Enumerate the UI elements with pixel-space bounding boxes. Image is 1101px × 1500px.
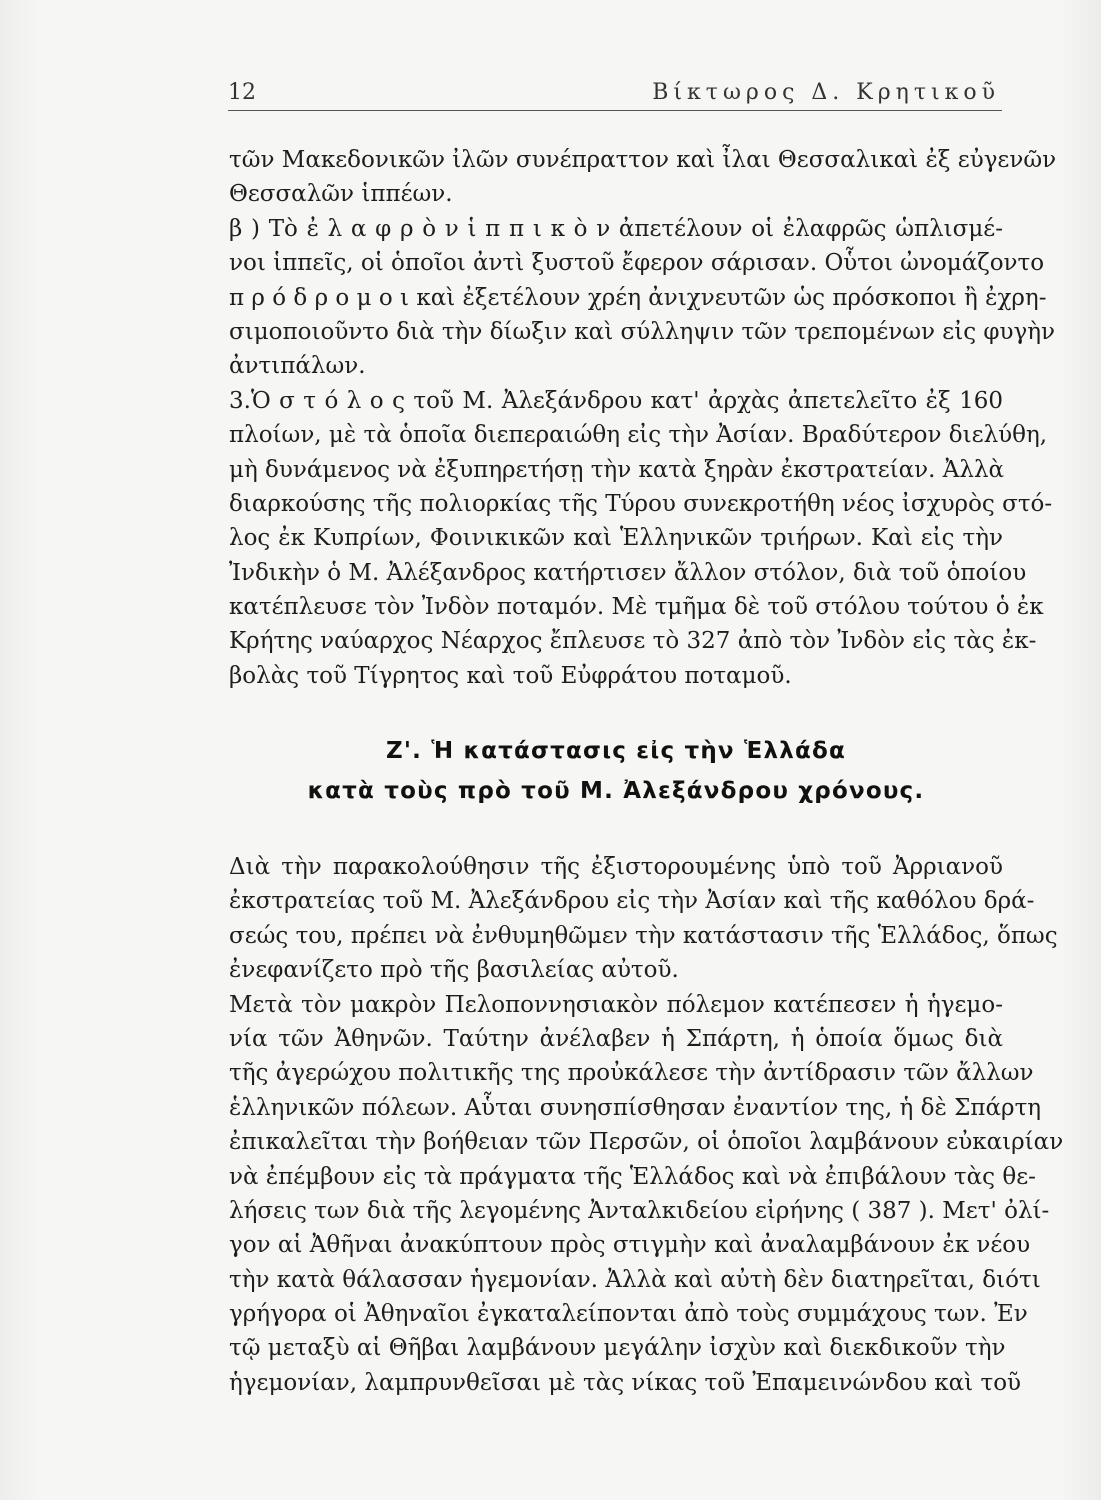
text-line: τῆς ἀγερώχου πολιτικῆς της προὐκάλεσε τὴν ἀντίδρασιν τῶν ἄλλων bbox=[229, 1060, 1034, 1087]
text-line: πλοίων, μὲ τὰ ὁποῖα διεπεραιώθη εἰς τὴν Ἀσίαν. Βραδύτερον διελύθη, bbox=[229, 422, 1048, 449]
text-line: ἀντιπάλων. bbox=[229, 353, 366, 380]
section-greece-situation bbox=[229, 850, 1064, 1400]
section-heading-line-1: Ζ'. Ἡ κατάστασις εἰς τὴν Ἑλλάδα bbox=[386, 738, 846, 764]
text-line: τῶν Μακεδονικῶν ἰλῶν συνέπραττον καὶ ἶλαι Θεσσαλικαὶ ἐξ εὐγενῶν bbox=[229, 147, 1057, 173]
text-line: Διὰ τὴν παρακολούθησιν τῆς ἐξιστορουμένης ὑπὸ τοῦ Ἀρριανοῦ bbox=[229, 854, 1003, 880]
text-line: κατέπλευσε τὸν Ἰνδὸν ποταμόν. Μὲ τμῆμα δὲ τοῦ στόλου τούτου ὁ ἐκ bbox=[229, 594, 1044, 621]
section-army-fleet bbox=[229, 143, 1057, 693]
text-line: ἡγεμονίαν, λαμπρυνθεῖσαι μὲ τὰς νίκας τοῦ Ἐπαμεινώνδου καὶ τοῦ bbox=[229, 1369, 1022, 1396]
running-head: Βίκτωρος Δ. Κρητικοῦ bbox=[652, 80, 1000, 105]
text-line: 3.Ὁ σ τ ό λ ο ς τοῦ Μ. Ἀλεξάνδρου κατ' ἀρχὰς ἀπετελεῖτο ἐξ 160 bbox=[229, 387, 1003, 414]
text-line: Ἰνδικὴν ὁ Μ. Ἀλέξανδρος κατήρτισεν ἄλλον στόλον, διὰ τοῦ ὁποίου bbox=[229, 559, 1027, 586]
text-line: νὰ ἐπέμβουν εἰς τὰ πράγματα τῆς Ἑλλάδος καὶ νὰ ἐπιβάλουν τὰς θε- bbox=[229, 1163, 1036, 1190]
text-line: β ) Τὸ ἐ λ α φ ρ ὸ ν ἱ π π ι κ ὸ ν ἀπετέλουν οἱ ἐλαφρῶς ὡπλισμέ- bbox=[229, 215, 1003, 242]
text-line: λος ἐκ Κυπρίων, Φοινικικῶν καὶ Ἑλληνικῶν τριήρων. Καὶ εἰς τὴν bbox=[229, 525, 1003, 552]
text-line: διαρκούσης τῆς πολιορκίας τῆς Τύρου συνεκροτήθη νέος ἰσχυρὸς στό- bbox=[229, 490, 1053, 517]
text-line: π ρ ό δ ρ ο μ ο ι καὶ ἐξετέλουν χρέη ἀνιχνευτῶν ὡς πρόσκοποι ἢ ἐχρη- bbox=[229, 284, 1047, 311]
text-line: τὴν κατὰ θάλασσαν ἡγεμονίαν. Ἀλλὰ καὶ αὐτὴ δὲν διατηρεῖται, διότι bbox=[229, 1266, 1041, 1293]
text-line: Μετὰ τὸν μακρὸν Πελοποννησιακὸν πόλεμον κατέπεσεν ἡ ἡγεμο- bbox=[229, 991, 1003, 1018]
section-heading-line-2: κατὰ τοὺς πρὸ τοῦ Μ. Ἀλεξάνδρου χρόνους. bbox=[307, 778, 925, 804]
text-line: γον αἱ Ἀθῆναι ἀνακύπτουν πρὸς στιγμὴν καὶ ἀναλαμβάνουν ἐκ νέου bbox=[229, 1232, 1031, 1259]
text-line: τῷ μεταξὺ αἱ Θῆβαι λαμβάνουν μεγάλην ἰσχὺν καὶ διεκδικοῦν τὴν bbox=[229, 1335, 1006, 1362]
text-line: Θεσσαλῶν ἱππέων. bbox=[229, 181, 453, 208]
text-line: ἐκστρατείας τοῦ Μ. Ἀλεξάνδρου εἰς τὴν Ἀσίαν καὶ τῆς καθόλου δρά- bbox=[229, 888, 1035, 915]
text-line: μὴ δυνάμενος νὰ ἐξυπηρετήσῃ τὴν κατὰ ξηρὰν ἐκστρατείαν. Ἀλλὰ bbox=[229, 456, 1005, 483]
text-line: νοι ἱππεῖς, οἱ ὁποῖοι ἀντὶ ξυστοῦ ἔφερον σάρισαν. Οὗτοι ὠνομάζοντο bbox=[229, 250, 1045, 277]
text-line: σιμοποιοῦντο διὰ τὴν δίωξιν καὶ σύλληψιν τῶν τρεπομένων εἰς φυγὴν bbox=[229, 318, 1056, 345]
text-line: βολὰς τοῦ Τίγρητος καὶ τοῦ Εὐφράτου ποταμοῦ. bbox=[229, 662, 792, 689]
text-line: νία τῶν Ἀθηνῶν. Ταύτην ἀνέλαβεν ἡ Σπάρτη, ἡ ὁποία ὅμως διὰ bbox=[229, 1025, 1003, 1052]
page-header bbox=[228, 76, 1002, 111]
page-number: 12 bbox=[228, 80, 256, 105]
text-line: ἐπικαλεῖται τὴν βοήθειαν τῶν Περσῶν, οἱ ὁποῖοι λαμβάνουν εὐκαιρίαν bbox=[229, 1129, 1064, 1156]
text-line: Κρήτης ναύαρχος Νέαρχος ἔπλευσε τὸ 327 ἀπὸ τὸν Ἰνδὸν εἰς τὰς ἐκ- bbox=[229, 628, 1037, 655]
text-line: λήσεις των διὰ τῆς λεγομένης Ἀνταλκιδείου εἰρήνης ( 387 ). Μετ' ὀλί- bbox=[229, 1197, 1050, 1224]
text-line: ἐνεφανίζετο πρὸ τῆς βασιλείας αὐτοῦ. bbox=[229, 957, 679, 984]
text-line: σεώς του, πρέπει νὰ ἐνθυμηθῶμεν τὴν κατάστασιν τῆς Ἑλλάδος, ὅπως bbox=[229, 922, 1058, 949]
text-line: ἑλληνικῶν πόλεων. Αὗται συνησπίσθησαν ἐναντίον της, ἡ δὲ Σπάρτη bbox=[229, 1094, 1042, 1121]
text-line: γρήγορα οἱ Ἀθηναῖοι ἐγκαταλείπονται ἀπὸ τοὺς συμμάχους των. Ἐν bbox=[229, 1301, 1028, 1328]
